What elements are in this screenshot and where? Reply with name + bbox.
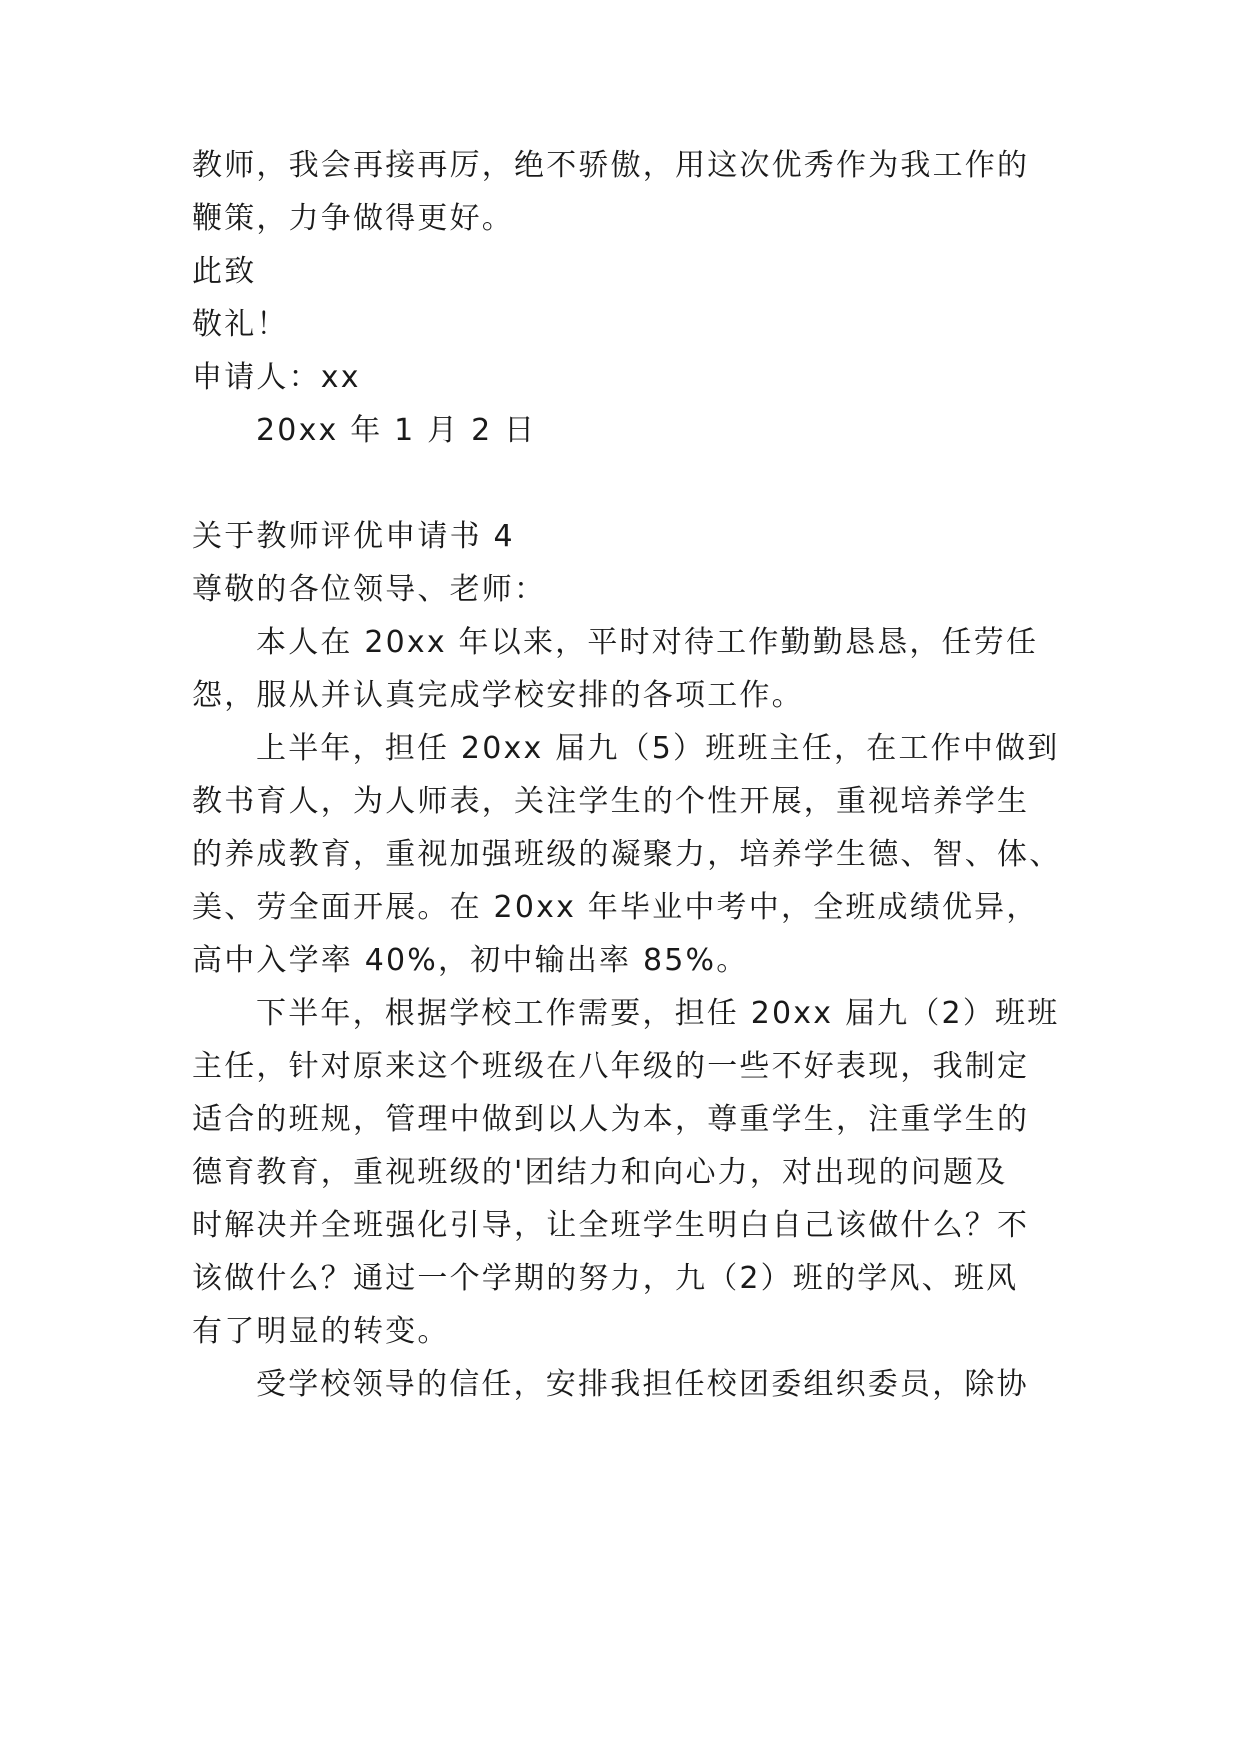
paragraph-line: 受学校领导的信任，安排我担任校团委组织委员，除协 (256, 1367, 1029, 1402)
paragraph-line: 教书育人，为人师表，关注学生的个性开展，重视培养学生 (192, 784, 1030, 819)
closing-regards: 敬礼！ (192, 307, 289, 342)
paragraph-line: 鞭策，力争做得更好。 (192, 201, 514, 236)
paragraph-line: 美、劳全面开展。在 20xx 年毕业中考中，全班成绩优异， (192, 890, 1039, 925)
paragraph-line: 主任，针对原来这个班级在八年级的一些不好表现，我制定 (192, 1049, 1030, 1084)
paragraph-line: 下半年，根据学校工作需要，担任 20xx 届九（2）班班 (256, 996, 1060, 1031)
paragraph-line: 该做什么？通过一个学期的努力，九（2）班的学风、班风 (192, 1261, 1019, 1296)
paragraph-line: 教师，我会再接再厉，绝不骄傲，用这次优秀作为我工作的 (192, 148, 1030, 183)
section-title: 关于教师评优申请书 4 (192, 519, 515, 554)
paragraph-line: 适合的班规，管理中做到以人为本，尊重学生，注重学生的 (192, 1102, 1030, 1137)
paragraph-line: 怨，服从并认真完成学校安排的各项工作。 (192, 678, 804, 713)
paragraph-line: 上半年，担任 20xx 届九（5）班班主任，在工作中做到 (256, 731, 1060, 766)
greeting: 尊敬的各位领导、老师： (192, 572, 547, 607)
paragraph-line: 时解决并全班强化引导，让全班学生明白自己该做什么？不 (192, 1208, 1030, 1243)
closing-salutation: 此致 (192, 254, 257, 289)
applicant-signature: 申请人：xx (192, 360, 361, 395)
paragraph-line: 本人在 20xx 年以来，平时对待工作勤勤恳恳，任劳任 (256, 625, 1039, 660)
paragraph-line: 高中入学率 40%，初中输出率 85%。 (192, 943, 749, 978)
application-date: 20xx 年 1 月 2 日 (256, 413, 537, 448)
paragraph-line: 德育教育，重视班级的'团结力和向心力，对出现的问题及 (192, 1155, 1008, 1190)
paragraph-line: 有了明显的转变。 (192, 1314, 450, 1349)
paragraph-line: 的养成教育，重视加强班级的凝聚力，培养学生德、智、体、 (192, 837, 1062, 872)
